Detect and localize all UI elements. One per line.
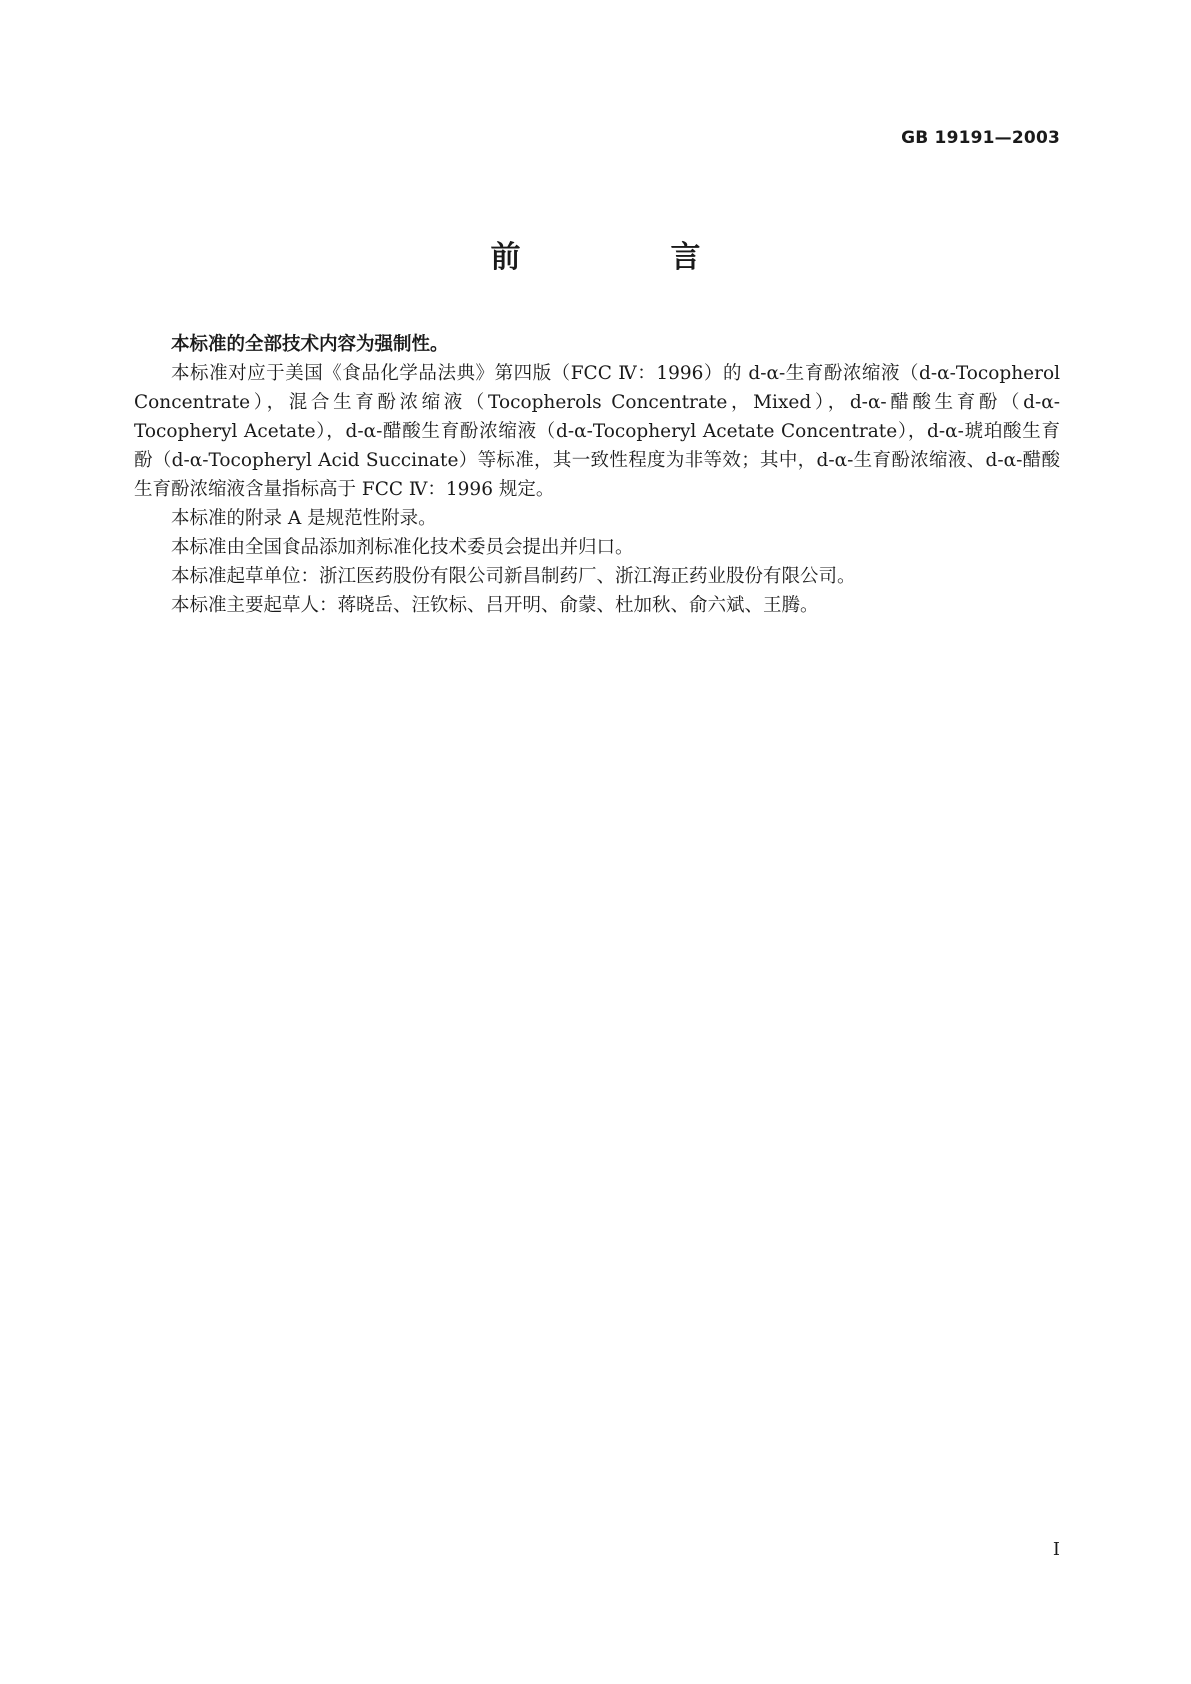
- drafting-units-paragraph: 本标准起草单位：浙江医药股份有限公司新昌制药厂、浙江海正药业股份有限公司。: [171, 566, 856, 587]
- drafters-paragraph: 本标准主要起草人：蒋晓岳、汪钦标、吕开明、俞蒙、杜加秋、俞六斌、王腾。: [171, 595, 819, 616]
- standard-code: GB 19191—2003: [901, 128, 1060, 148]
- proposer-paragraph: 本标准由全国食品添加剂标准化技术委员会提出并归口。: [171, 537, 634, 558]
- page-title: 前 言: [490, 240, 761, 275]
- foreword-body: [134, 330, 1060, 620]
- correspondence-paragraph: 本标准对应于美国《食品化学品法典》第四版（FCC Ⅳ：1996）的 d-α-生育酚浓缩液（d-α-Tocopherol Concentrate），混合生育酚浓缩液（Tocopherols Concentrate，Mixed），d-α-醋酸生育酚（d-α-Tocopheryl Acetate），d-α-醋酸生育酚浓缩液（d-α-Tocopheryl Acetate Concentrate），d-α-琥珀酸生育酚（d-α-Tocopheryl Acid Succinate）等标准，其一致性程度为非等效；其中，d-α-生育酚浓缩液、d-α-醋酸生育酚浓缩液含量指标高于 FCC Ⅳ：1996 规定。: [134, 363, 1060, 500]
- appendix-paragraph: 本标准的附录 A 是规范性附录。: [171, 508, 437, 529]
- mandatory-statement: 本标准的全部技术内容为强制性。: [171, 334, 449, 355]
- page-number: Ⅰ: [1052, 1539, 1060, 1560]
